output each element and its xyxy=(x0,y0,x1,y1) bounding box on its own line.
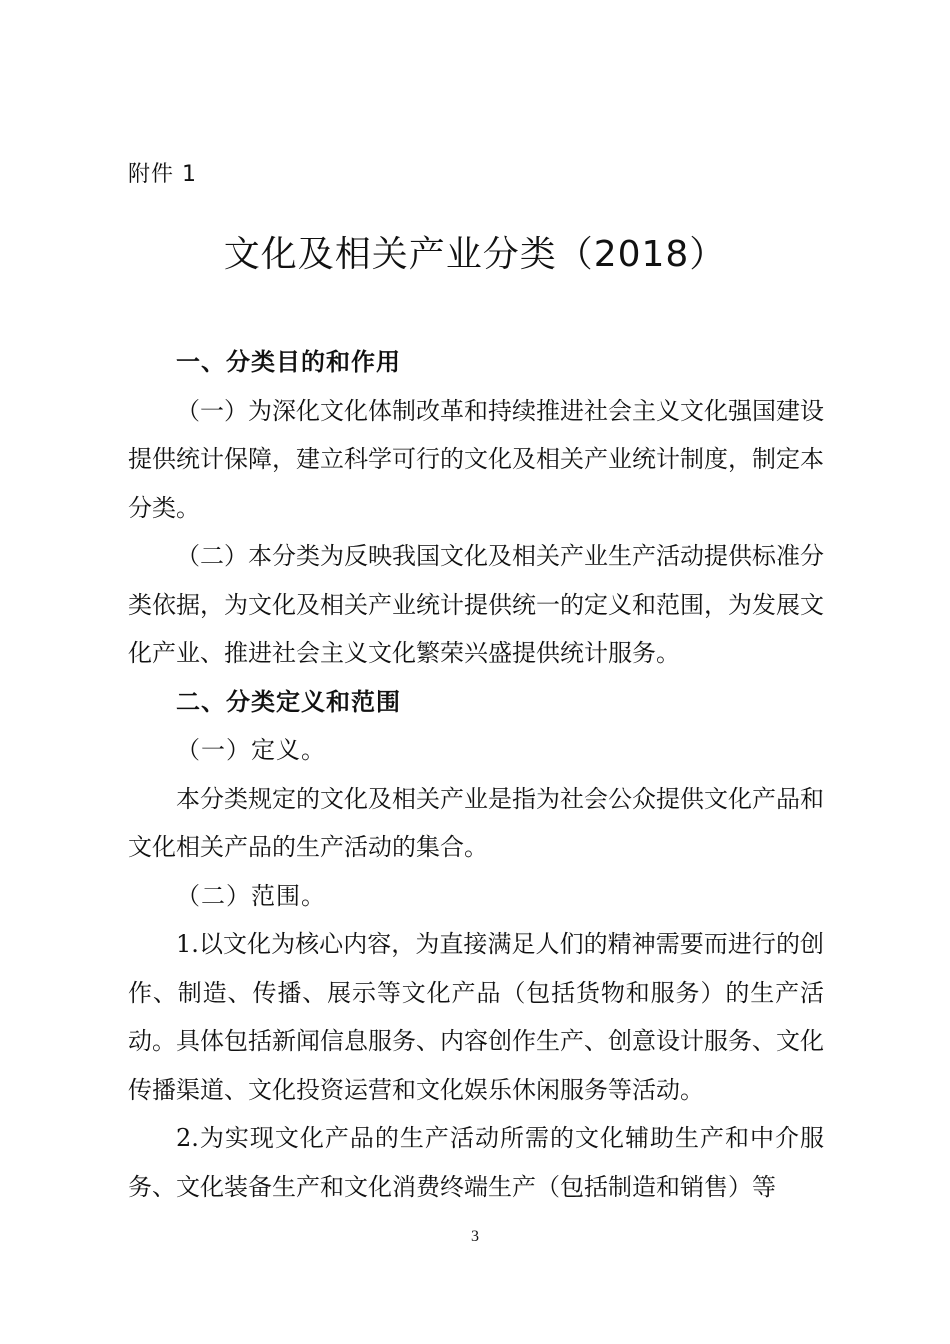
section-heading-definition-scope: 二、分类定义和范围 xyxy=(176,687,401,716)
subheading-scope: （二）范围。 xyxy=(176,881,326,910)
subheading-definition: （一）定义。 xyxy=(176,736,326,764)
section-heading-purpose: 一、分类目的和作用 xyxy=(176,348,401,376)
attachment-label: 附件 1 xyxy=(128,162,197,187)
paragraph-scope-2: 2.为实现文化产品的生产活动所需的文化辅助生产和中介服务、文化装备生产和文化消费终端生产（包括制造和销售）等 xyxy=(128,1124,824,1201)
paragraph-scope-1: 1.以文化为核心内容，为直接满足人们的精神需要而进行的创作、制造、传播、展示等文化产品（包括货物和服务）的生产活动。具体包括新闻信息服务、内容创作生产、创意设计服务、文化传播渠道、文化投资运营和文化娱乐休闲服务等活动。 xyxy=(128,930,824,1104)
paragraph-purpose-1: （一）为深化文化体制改革和持续推进社会主义文化强国建设提供统计保障，建立科学可行的文化及相关产业统计制度，制定本分类。 xyxy=(128,396,824,522)
paragraph-purpose-2: （二）本分类为反映我国文化及相关产业生产活动提供标准分类依据，为文化及相关产业统计提供统一的定义和范围，为发展文化产业、推进社会主义文化繁荣兴盛提供统计服务。 xyxy=(128,542,824,667)
paragraph-definition: 本分类规定的文化及相关产业是指为社会公众提供文化产品和文化相关产品的生产活动的集合。 xyxy=(128,784,824,861)
document-body xyxy=(128,338,824,1211)
page-number: 3 xyxy=(471,1228,479,1245)
document-title: 文化及相关产业分类（2018） xyxy=(223,234,727,275)
